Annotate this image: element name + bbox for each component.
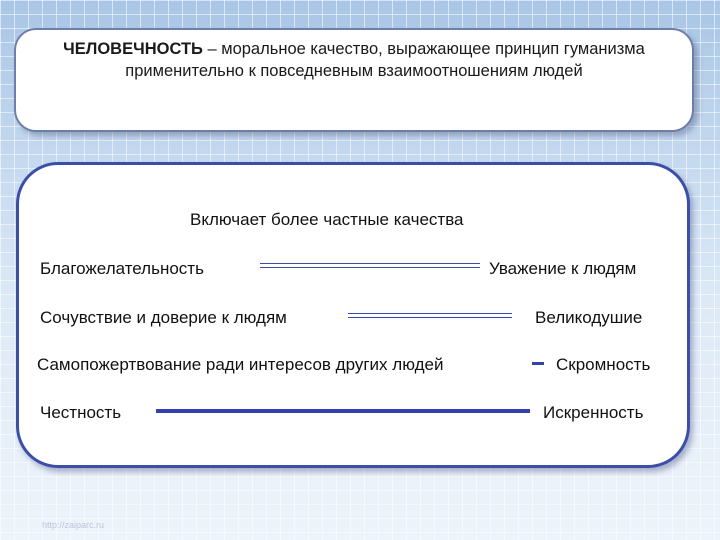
watermark: http://zaiparc.ru — [42, 520, 105, 530]
connector-short-line-3 — [532, 362, 544, 365]
connector-thick-line-4 — [156, 409, 530, 413]
quality-left-1: Благожелательность — [40, 259, 204, 278]
definition-box — [14, 28, 694, 132]
quality-right-3: Скромность — [556, 355, 651, 374]
connector-double-line-1 — [260, 263, 480, 268]
quality-left-2: Сочувствие и доверие к людям — [40, 308, 287, 327]
quality-right-4: Искренность — [543, 403, 644, 422]
quality-right-2: Великодушие — [535, 308, 643, 327]
definition-text: – моральное качество, выражающее принцип гуманизма применительно к повседневным взаимоотношениям людей — [125, 40, 645, 80]
quality-right-1: Уважение к людям — [489, 259, 637, 278]
definition-term: ЧЕЛОВЕЧНОСТЬ — [63, 40, 203, 58]
connector-double-line-2 — [348, 313, 512, 318]
qualities-heading: Включает более частные качества — [190, 210, 464, 229]
quality-left-4: Честность — [40, 403, 122, 422]
quality-left-3: Самопожертвование ради интересов других людей — [37, 355, 444, 374]
